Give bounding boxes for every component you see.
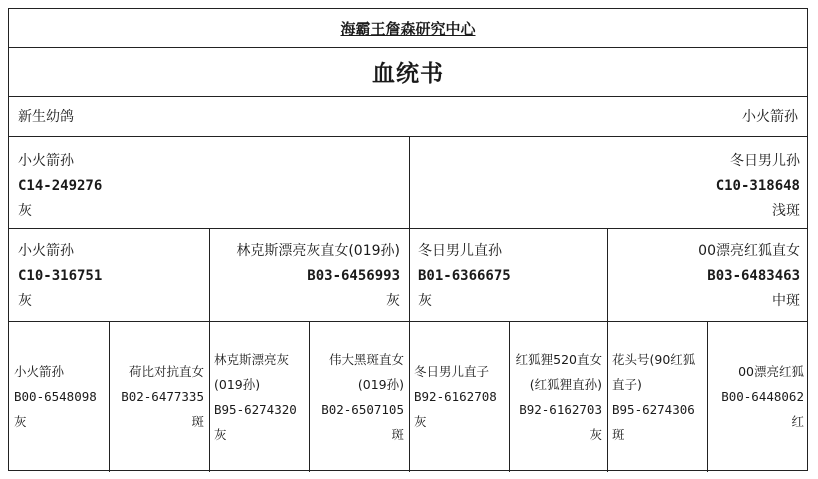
grandparent-color: 灰 — [418, 293, 432, 309]
great-grandparent-color: 斑 — [391, 426, 404, 442]
great-grandparent-name: 小火箭孙 — [14, 364, 65, 379]
great-grandparent-ring: B95-6274320 — [214, 401, 297, 417]
great-grandparent-cell — [509, 321, 607, 472]
great-grandparent-color: 斑 — [612, 426, 625, 442]
grandparent-color: 中斑 — [772, 293, 800, 309]
sire-color: 灰 — [18, 203, 32, 219]
grandparent-ring: B01-6366675 — [418, 268, 511, 284]
great-grandparent-ring: B00-6448062 — [721, 389, 804, 404]
grandparent-name: 小火箭孙 — [18, 243, 74, 259]
sire-name: 小火箭孙 — [18, 153, 74, 169]
great-grandparent-name: 红狐狸520直女(红狐狸直孙) — [515, 351, 602, 392]
great-grandparent-ring: B02-6477335 — [121, 389, 204, 404]
grandparent-cell — [409, 231, 607, 322]
grandparent-name: 林克斯漂亮灰直女(019孙) — [236, 243, 400, 259]
grandparent-ring: B03-6456993 — [307, 268, 400, 284]
grandparent-name: 冬日男儿直孙 — [418, 243, 502, 259]
great-grandparent-name: 00漂亮红狐 — [738, 364, 804, 379]
grandparent-name: 00漂亮红狐直女 — [698, 243, 800, 259]
great-grandparent-color: 红 — [791, 414, 804, 429]
divider — [9, 136, 807, 137]
great-grandparent-color: 灰 — [414, 414, 427, 429]
grandparent-ring: C10-316751 — [18, 268, 103, 284]
great-grandparent-cell — [9, 321, 109, 472]
subject-name: 小火箭孙 — [742, 109, 798, 125]
great-grandparent-name: 林克斯漂亮灰(019孙) — [214, 351, 290, 392]
sire-ring: C14-249276 — [18, 178, 103, 194]
great-grandparent-cell — [309, 321, 409, 472]
great-grandparent-color: 灰 — [14, 414, 27, 429]
grandparent-cell — [607, 231, 809, 322]
great-grandparent-color: 灰 — [589, 426, 602, 442]
great-grandparent-cell — [109, 321, 209, 472]
organization-title: 海霸王詹森研究中心 — [340, 19, 476, 38]
great-grandparent-name: 花头号(90红狐直子) — [612, 351, 696, 392]
great-grandparent-cell — [409, 321, 509, 472]
dam-ring: C10-318648 — [715, 178, 800, 194]
great-grandparent-ring: B92-6162708 — [414, 389, 497, 404]
dam-name: 冬日男儿孙 — [730, 153, 800, 169]
great-grandparent-ring: B95-6274306 — [612, 401, 695, 417]
sire-cell — [9, 141, 409, 232]
great-grandparent-name: 荷比对抗直女 — [128, 364, 204, 379]
great-grandparent-cell — [607, 321, 707, 472]
great-grandparent-color: 灰 — [214, 426, 227, 442]
great-grandparent-cell — [707, 321, 809, 472]
great-grandparent-ring: B02-6507105 — [321, 401, 404, 417]
pedigree-certificate — [8, 8, 808, 471]
great-grandparent-color: 斑 — [191, 414, 204, 429]
grandparent-color: 灰 — [18, 293, 32, 309]
great-grandparent-cell — [209, 321, 309, 472]
subject-label: 新生幼鸽 — [18, 109, 74, 125]
dam-cell — [409, 141, 809, 232]
grandparent-color: 灰 — [386, 293, 400, 309]
document-title: 血统书 — [372, 61, 444, 87]
grandparent-ring: B03-6483463 — [707, 268, 800, 284]
great-grandparent-ring: B92-6162703 — [519, 401, 602, 417]
grandparent-cell — [9, 231, 209, 322]
great-grandparent-name: 伟大黑斑直女(019孙) — [328, 351, 404, 392]
dam-color: 浅斑 — [772, 203, 800, 219]
great-grandparent-name: 冬日男儿直子 — [414, 364, 490, 379]
subject-row — [9, 96, 807, 136]
great-grandparent-ring: B00-6548098 — [14, 389, 97, 404]
grandparent-cell — [209, 231, 409, 322]
